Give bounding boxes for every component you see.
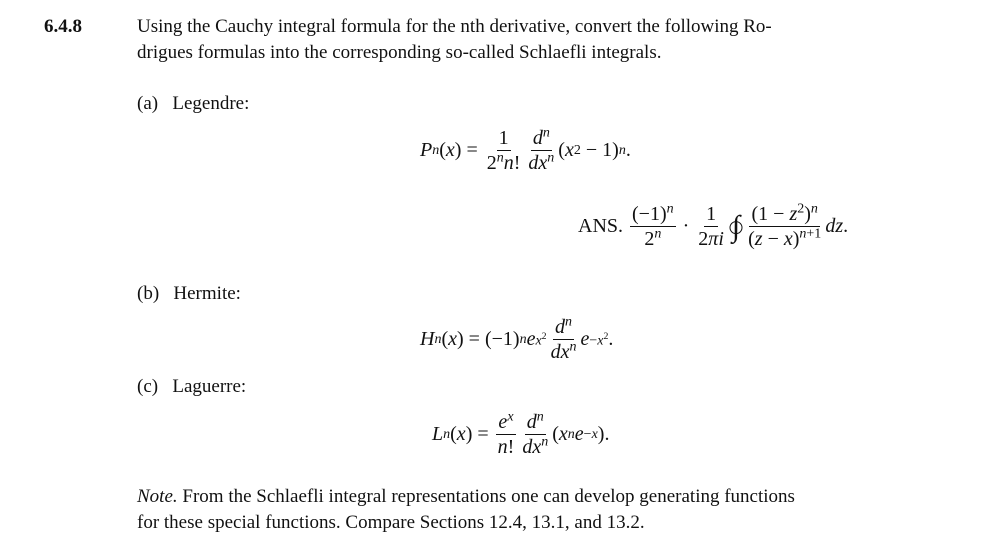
intro-line-1: Using the Cauchy integral formula for the nth derivative, convert the following Ro- xyxy=(137,16,772,37)
note-line-1: From the Schlaefli integral representations one can develop generating functions xyxy=(182,486,795,507)
laguerre-rodrigues-formula: L n ( x ) = $\frac{e^x}{n!}$ $\frac{d^n}{dx^n}$ ( x n e −x ). xyxy=(432,409,610,458)
part-b-label: (b) xyxy=(137,283,160,304)
part-b-name: Hermite: xyxy=(173,283,241,304)
part-a-label: (a) xyxy=(137,93,159,114)
legendre-answer: ANS. $\frac{(-1)^n}{2^n}$ · $\frac{1}{2\pi i}$ ∫ $\frac{(1 - z^2)^n}{(z - x)^{n+1}}$ dz . xyxy=(578,201,849,250)
part-c-heading xyxy=(137,376,246,398)
hermite-rodrigues-formula: H n ( x ) = (−1) n e $x^2$ $\frac{d^n}{dx^n}$ e $-x^2$ . xyxy=(420,314,614,363)
note-line-2: for these special functions. Compare Sections 12.4, 13.1, and 13.2. xyxy=(137,512,645,533)
problem-number: 6.4.8 xyxy=(44,16,82,37)
contour-integral-icon: ∫ xyxy=(732,210,740,244)
note-paragraph xyxy=(137,484,927,536)
part-c-label: (c) xyxy=(137,376,159,397)
legendre-rodrigues-formula: P n ( x ) = $\frac{1}{2^nn!}$ $\frac{d^n}{dx^n}$ ( x 2 − 1) n . xyxy=(420,125,631,174)
part-a-heading xyxy=(137,93,249,115)
part-c-name: Laguerre: xyxy=(172,376,247,397)
intro-line-2: drigues formulas into the corresponding so-called Schlaefli integrals. xyxy=(137,42,662,63)
problem-statement xyxy=(137,14,957,66)
part-a-name: Legendre: xyxy=(172,93,250,114)
answer-label: ANS. xyxy=(578,215,624,237)
note-label: Note. xyxy=(137,486,178,507)
part-b-heading xyxy=(137,283,241,305)
